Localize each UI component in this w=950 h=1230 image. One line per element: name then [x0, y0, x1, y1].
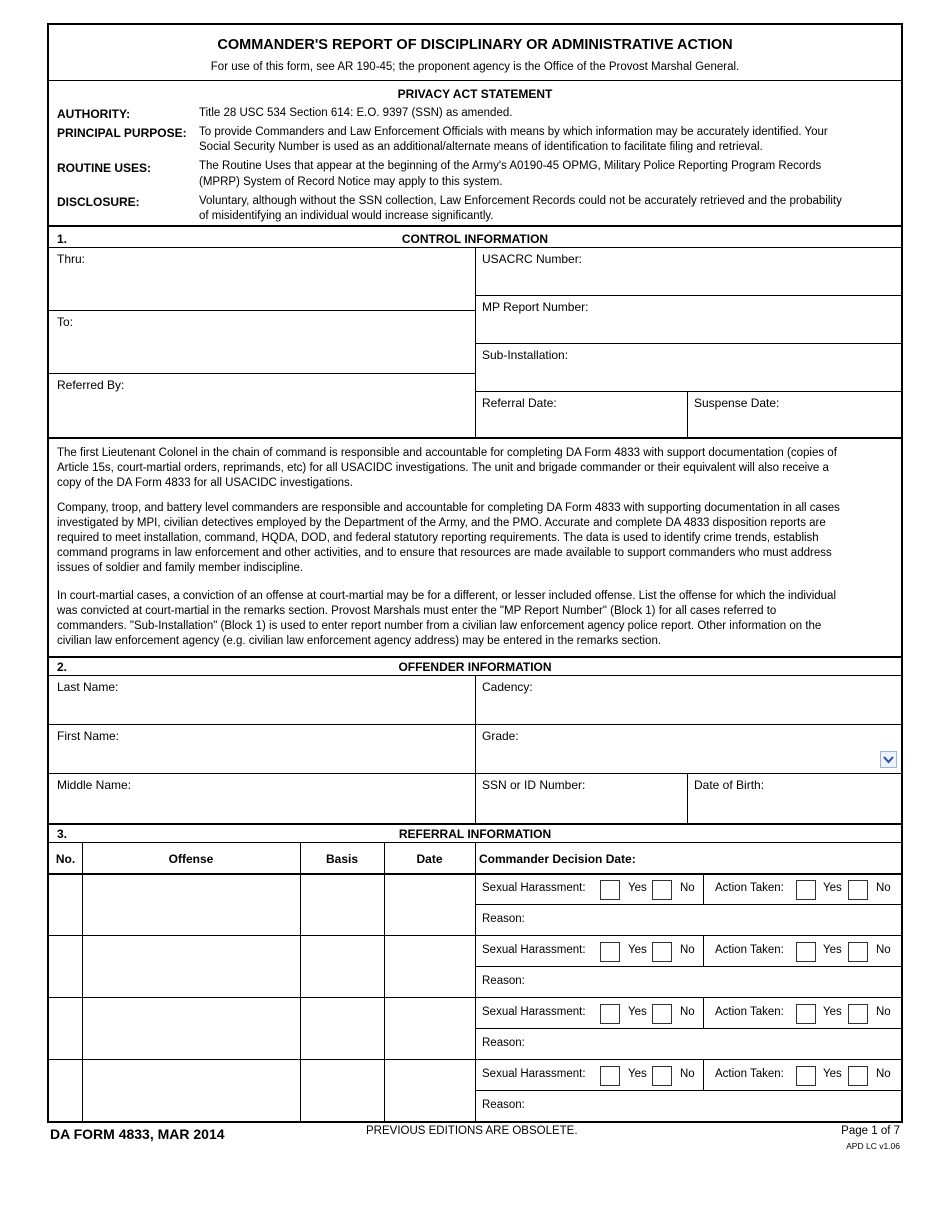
action-taken-yes-checkbox[interactable]	[796, 1066, 816, 1086]
date-cell[interactable]	[384, 1060, 475, 1121]
usacrc-number-field[interactable]: USACRC Number:	[482, 252, 583, 266]
form-identifier: DA FORM 4833, MAR 2014	[50, 1126, 225, 1142]
sexual-harassment-label: Sexual Harassment:	[482, 1006, 586, 1018]
column-header-no: No.	[55, 852, 76, 866]
sexual-harassment-no-checkbox[interactable]	[652, 1004, 672, 1024]
table-row[interactable]	[49, 874, 475, 935]
decision-row	[475, 874, 901, 904]
date-of-birth-field[interactable]: Date of Birth:	[694, 778, 765, 792]
table-row[interactable]	[49, 936, 475, 997]
column-header-offense: Offense	[168, 852, 214, 866]
form-frame: COMMANDER'S REPORT OF DISCIPLINARY OR ADMINISTRATIVE ACTION For use of this form, see AR 190-45; the proponent agency is the Office of the Provost Marshal General. PRIVACY ACT STATEMENT AUTHORITY: Title 28 USC 534 Section 614: E.O. 9397 (SSN) as amended. PRINCIPAL PURPOSE: To provide Commanders and Law Enforcement Officials with means by which information may be accurately identified. Your Social Security Number is used as an additional/alternate means of identification to facilitate filing and retrieval. ROUTINE USES: The Routine Uses that appear at the beginning of the Army's A0190-45 OPMG, Military Police Reporting Program Records (MPRP) System of Record Notice may apply to this system. DISCLOSURE: Voluntary, although without the SSN collection, Law Enforcement Records could not be accurately retrieved and the probability of misidentifying an individual would increase significantly. 1. CONTROL INFORMATION Thru: To: Referred By: USACRC Number: MP Report Number: Sub-Installation: Referral Date: Suspense Date: The first Lieutenant Colonel in the chain of command is responsible and accountable for completing DA Form 4833 with support documentation (copies of Article 15s, court-martial orders, reprimands, etc) for all USACIDC investigations. The unit and brigade commander or their equivalent will also receive a copy of the DA Form 4833 for all USACIDC investigations. Company, troop, and battery level commanders are responsible and accountable for completing DA Form 4833 with supporting documentation in all cases investigated by MPI, civilian detectives employed by the Department of the Army, and the PMO. Accurate and complete DA 4833 disposition reports are required to meet installation, command, HQDA, DOD, and federal statutory reporting requirements. The data is used to identify crime trends, establish command programs in law enforcement and other activities, and to ensure that resources are made available to support commanders who must address issues of soldier and family member indiscipline. In court-martial cases, a conviction of an offense at court-martial may be for a different, or lesser included offense. List the offense for which the individual was convicted at court-martial in the remarks section. Provost Marshals must enter the "MP Report Number" (Block 1) for all cases referred to commanders. "Sub-Installation" (Block 1) is used to enter report number from a civilian law enforcement agency police report. Other information on the civilian law enforcement agency (e.g. civilian law enforcement agency address) may be entered in the remarks section. 2. OFFENDER INFORMATION Last Name: Cadency: First Name: Grade: Middle Name: SSN or ID Number: Date of Birth: 3. REFERRAL INFORMATION No. Offense Basis Date Commander Decision Date: Sexual Harassment: Yes No Action Taken: Yes No Reason: Sexual Harassment: Yes No Action Taken: Yes No Reason: Sexual Harassment: Yes No Action Taken: Yes No Reason: Sexual Harassment: Yes No Action Taken: Yes No Reason:	[47, 23, 903, 1123]
sub-installation-field[interactable]: Sub-Installation:	[482, 348, 569, 362]
basis-cell[interactable]	[300, 998, 384, 1059]
no-label: No	[876, 1068, 891, 1080]
action-taken-yes-checkbox[interactable]	[796, 880, 816, 900]
reason-field[interactable]: Reason:	[482, 913, 525, 925]
action-taken-label: Action Taken:	[715, 944, 784, 956]
reason-field[interactable]: Reason:	[482, 1037, 525, 1049]
action-taken-no-checkbox[interactable]	[848, 1066, 868, 1086]
section-3-heading: REFERRAL INFORMATION	[398, 827, 552, 841]
thru-field[interactable]: Thru:	[57, 252, 86, 266]
middle-name-field[interactable]: Middle Name:	[57, 778, 132, 792]
no-label: No	[680, 1006, 695, 1018]
to-field[interactable]: To:	[57, 315, 74, 329]
sexual-harassment-label: Sexual Harassment:	[482, 882, 586, 894]
no-label: No	[876, 944, 891, 956]
chevron-down-icon[interactable]	[880, 751, 897, 768]
decision-row	[475, 1060, 901, 1090]
reason-field[interactable]: Reason:	[482, 1099, 525, 1111]
sexual-harassment-no-checkbox[interactable]	[652, 880, 672, 900]
instruction-paragraph-3: In court-martial cases, a conviction of an offense at court-martial may be for a different, or lesser included offense. List the offense for which the individual was convicted at court-martial in the remarks section. Provost Marshals must enter the "MP Report Number" (Block 1) for all cases referred to commanders. "Sub-Installation" (Block 1) is used to enter report number from a civilian law enforcement agency police report. Other information on the civilian law enforcement agency (e.g. civilian law enforcement agency address) may be entered in the remarks section.	[57, 590, 837, 647]
no-label: No	[876, 1006, 891, 1018]
mp-report-number-field[interactable]: MP Report Number:	[482, 300, 589, 314]
instruction-paragraph-1: The first Lieutenant Colonel in the chain of command is responsible and accountable for completing DA Form 4833 with support documentation (copies of Article 15s, court-martial orders, reprimands, etc) for all USACIDC investigations. The unit and brigade commander or their equivalent will also receive a copy of the DA Form 4833 for all USACIDC investigations.	[57, 447, 837, 489]
no-label: No	[680, 944, 695, 956]
sexual-harassment-no-checkbox[interactable]	[652, 942, 672, 962]
action-taken-yes-checkbox[interactable]	[796, 1004, 816, 1024]
yes-label: Yes	[628, 944, 647, 956]
cadency-field[interactable]: Cadency:	[482, 680, 533, 694]
date-cell[interactable]	[384, 998, 475, 1059]
decision-row	[475, 936, 901, 966]
no-label: No	[680, 1068, 695, 1080]
reason-field[interactable]: Reason:	[482, 975, 525, 987]
action-taken-label: Action Taken:	[715, 1006, 784, 1018]
column-header-decision-date: Commander Decision Date:	[479, 852, 636, 866]
form-subtitle: For use of this form, see AR 190-45; the proponent agency is the Office of the Provost Marshal General.	[210, 61, 740, 73]
sexual-harassment-label: Sexual Harassment:	[482, 1068, 586, 1080]
no-label: No	[876, 882, 891, 894]
action-taken-no-checkbox[interactable]	[848, 942, 868, 962]
offense-cell[interactable]	[82, 874, 300, 935]
yes-label: Yes	[628, 1068, 647, 1080]
grade-select[interactable]: Grade:	[475, 724, 901, 773]
sexual-harassment-no-checkbox[interactable]	[652, 1066, 672, 1086]
last-name-field[interactable]: Last Name:	[57, 680, 119, 694]
action-taken-label: Action Taken:	[715, 882, 784, 894]
action-taken-label: Action Taken:	[715, 1068, 784, 1080]
yes-label: Yes	[823, 882, 842, 894]
row-number-cell[interactable]	[49, 1060, 82, 1121]
offense-cell[interactable]	[82, 998, 300, 1059]
form-title: COMMANDER'S REPORT OF DISCIPLINARY OR ADMINISTRATIVE ACTION	[217, 37, 733, 53]
sexual-harassment-label: Sexual Harassment:	[482, 944, 586, 956]
referred-by-field[interactable]: Referred By:	[57, 378, 125, 392]
date-cell[interactable]	[384, 936, 475, 997]
obsolete-notice: PREVIOUS EDITIONS ARE OBSOLETE.	[366, 1125, 578, 1137]
decision-row	[475, 998, 901, 1028]
divider	[49, 80, 901, 81]
action-taken-no-checkbox[interactable]	[848, 880, 868, 900]
basis-cell[interactable]	[300, 1060, 384, 1121]
yes-label: Yes	[823, 1006, 842, 1018]
sexual-harassment-yes-checkbox[interactable]	[600, 942, 620, 962]
yes-label: Yes	[628, 1006, 647, 1018]
yes-label: Yes	[823, 944, 842, 956]
basis-cell[interactable]	[300, 874, 384, 935]
action-taken-no-checkbox[interactable]	[848, 1004, 868, 1024]
table-row[interactable]	[49, 998, 475, 1059]
sexual-harassment-yes-checkbox[interactable]	[600, 880, 620, 900]
suspense-date-field[interactable]: Suspense Date:	[694, 396, 780, 410]
offense-cell[interactable]	[82, 936, 300, 997]
sexual-harassment-yes-checkbox[interactable]	[600, 1004, 620, 1024]
column-header-date: Date	[416, 852, 443, 866]
form-version: APD LC v1.06	[846, 1141, 900, 1151]
column-header-basis: Basis	[325, 852, 359, 866]
privacy-heading: PRIVACY ACT STATEMENT	[397, 87, 553, 101]
section-2-number: 2.	[57, 660, 68, 674]
basis-cell[interactable]	[300, 936, 384, 997]
no-label: No	[680, 882, 695, 894]
referral-date-field[interactable]: Referral Date:	[482, 396, 557, 410]
offense-cell[interactable]	[82, 1060, 300, 1121]
sexual-harassment-yes-checkbox[interactable]	[600, 1066, 620, 1086]
first-name-field[interactable]: First Name:	[57, 729, 120, 743]
divider	[49, 225, 901, 227]
row-number-cell[interactable]	[49, 998, 82, 1059]
ssn-field[interactable]: SSN or ID Number:	[482, 778, 586, 792]
instruction-paragraph-2: Company, troop, and battery level commanders are responsible and accountable for completing DA Form 4833 with supporting documentation in all cases investigated by MPI, civilian detectives employed by the Department of the Army, and the PMO. Accurate and complete DA 4833 disposition reports are required to meet installation, command, HQDA, DOD, and federal statutory reporting requirements. The data is used to identify crime trends, establish command programs in law enforcement and other activities, and to ensure that resources are made available to support commanders who must address issues of soldier and family member indiscipline.	[57, 502, 840, 574]
page-number: Page 1 of 7	[841, 1125, 900, 1137]
section-3-number: 3.	[57, 827, 68, 841]
table-row[interactable]	[49, 1060, 475, 1121]
row-number-cell[interactable]	[49, 936, 82, 997]
section-1-number: 1.	[57, 232, 68, 246]
action-taken-yes-checkbox[interactable]	[796, 942, 816, 962]
section-1-heading: CONTROL INFORMATION	[401, 232, 549, 246]
yes-label: Yes	[628, 882, 647, 894]
section-2-heading: OFFENDER INFORMATION	[398, 660, 552, 674]
date-cell[interactable]	[384, 874, 475, 935]
yes-label: Yes	[823, 1068, 842, 1080]
row-number-cell[interactable]	[49, 874, 82, 935]
